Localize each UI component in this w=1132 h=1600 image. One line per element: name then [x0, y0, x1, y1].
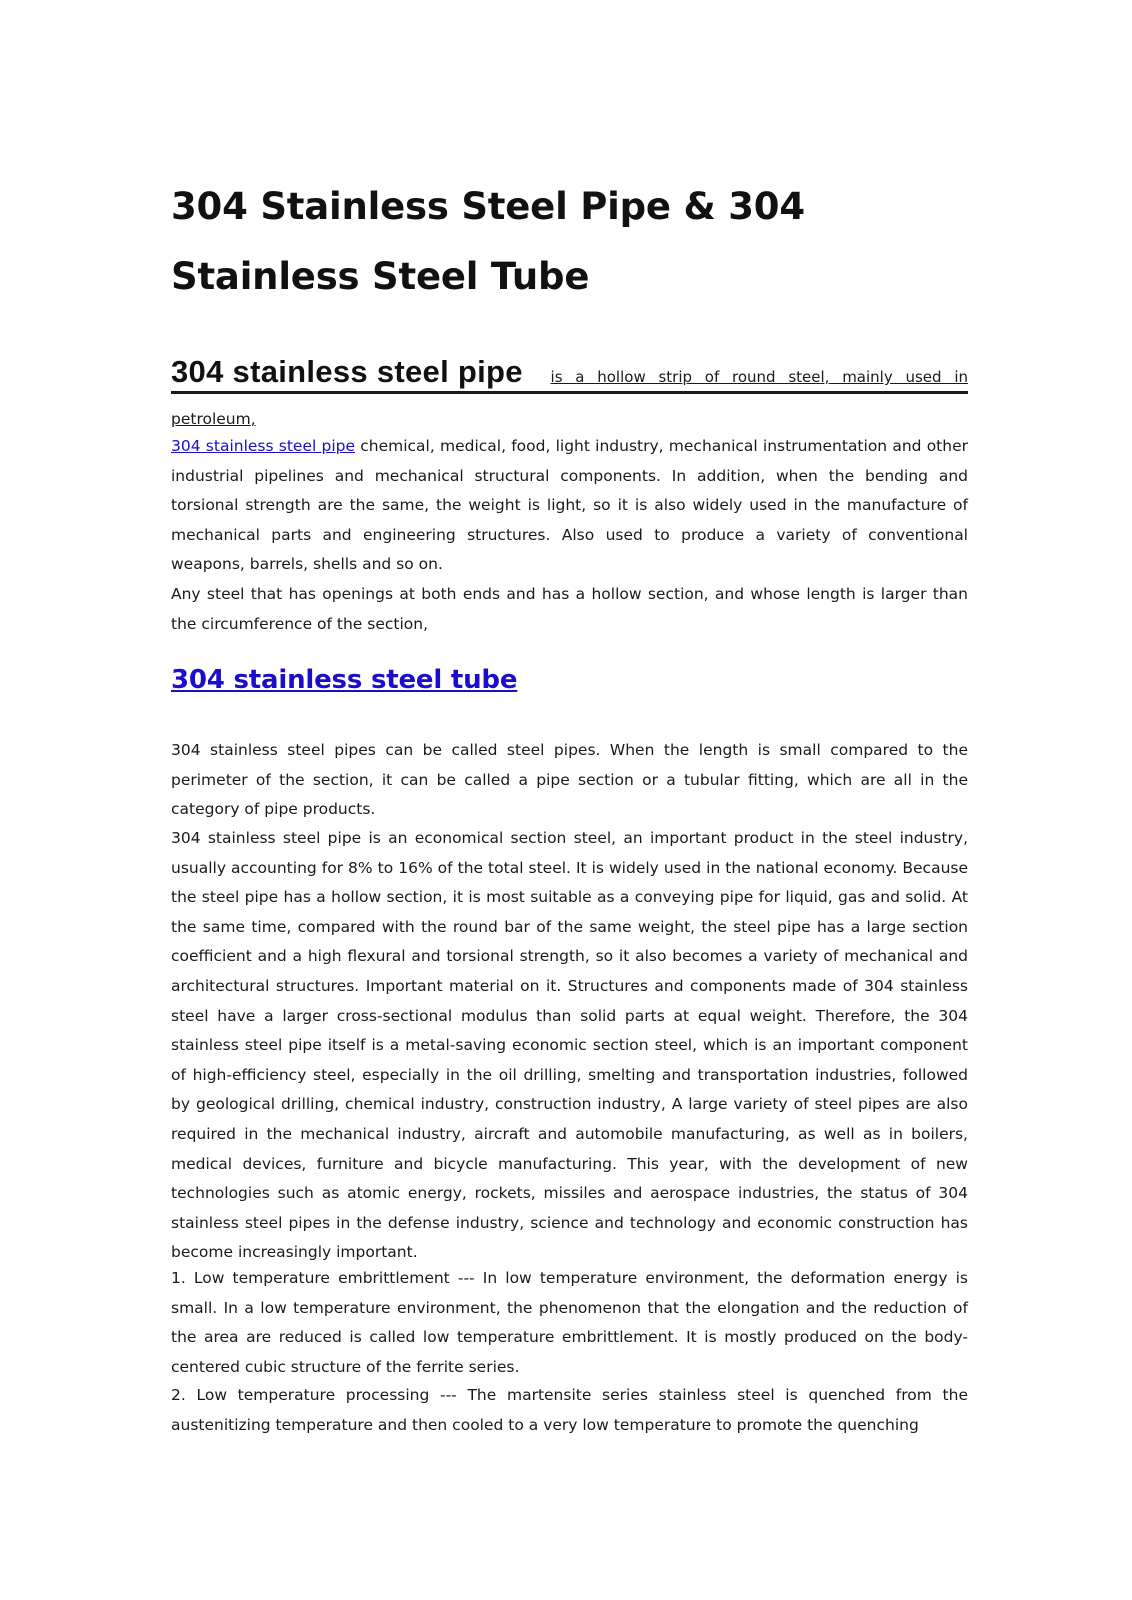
- paragraph-1-text: chemical, medical, food, light industry, mechanical instrumentation and other industrial pipelines and mechanical structural components. In addition, when the bending and torsional strength are the same, the weight is light, so it is also widely used in the manufacture of mechanical parts and engineering structures. Also used to produce a variety of conventional weapons, barrels, shells and so on.: [171, 437, 968, 574]
- paragraph-5: 1. Low temperature embrittlement --- In low temperature environment, the deformation energy is small. In a low temperature environment, the phenomenon that the elongation and the reduction of the area are reduced is called low temperature embrittlement. It is mostly produced on the body-centered cubic structure of the ferrite series.: [171, 1269, 968, 1376]
- paragraph-6: 2. Low temperature processing --- The martensite series stainless steel is quenched from the austenitizing temperature and then cooled to a very low temperature to promote the quenching: [171, 1386, 968, 1434]
- lead-line: [171, 354, 968, 394]
- paragraph-2: Any steel that has openings at both ends and has a hollow section, and whose length is larger than the circumference of the section,: [171, 585, 968, 633]
- paragraph-1: [171, 432, 968, 580]
- stainless-steel-pipe-link[interactable]: 304 stainless steel pipe: [171, 437, 356, 455]
- paragraph-4: 304 stainless steel pipe is an economical section steel, an important product in the steel industry, usually accounting for 8% to 16% of the total steel. It is widely used in the national economy. Because the steel pipe has a hollow section, it is most suitable as a conveying pipe for liquid, gas and solid. At the same time, compared with the round bar of the same weight, the steel pipe has a large section coefficient and a high flexural and torsional strength, so it also becomes a variety of mechanical and architectural structures. Important material on it. Structures and components made of 304 stainless steel have a larger cross-sectional modulus than solid parts at equal weight. Therefore, the 304 stainless steel pipe itself is a metal-saving economic section steel, which is an important component of high-efficiency steel, especially in the oil drilling, smelting and transportation industries, followed by geological drilling, chemical industry, construction industry, A large variety of steel pipes are also required in the mechanical industry, aircraft and automobile manufacturing, as well as in boilers, medical devices, furniture and bicycle manufacturing. This year, with the development of new technologies such as atomic energy, rockets, missiles and aerospace industries, the status of 304 stainless steel pipes in the defense industry, science and technology and economic construction has become increasingly important.: [171, 829, 968, 1262]
- section-heading-link[interactable]: 304 stainless steel tube: [171, 665, 518, 695]
- paragraph-3: 304 stainless steel pipes can be called steel pipes. When the length is small compared to the perimeter of the section, it can be called a pipe section or a tubular fitting, which are all in the category of pipe products.: [171, 741, 968, 819]
- lead-strong-text: 304 stainless steel pipe: [171, 354, 523, 389]
- lead-continuation: petroleum,: [171, 410, 256, 428]
- document-title: 304 Stainless Steel Pipe & 304 Stainless Steel Tube: [171, 185, 805, 298]
- lead-rest-text: is a hollow strip of round steel, mainly used in: [550, 368, 968, 386]
